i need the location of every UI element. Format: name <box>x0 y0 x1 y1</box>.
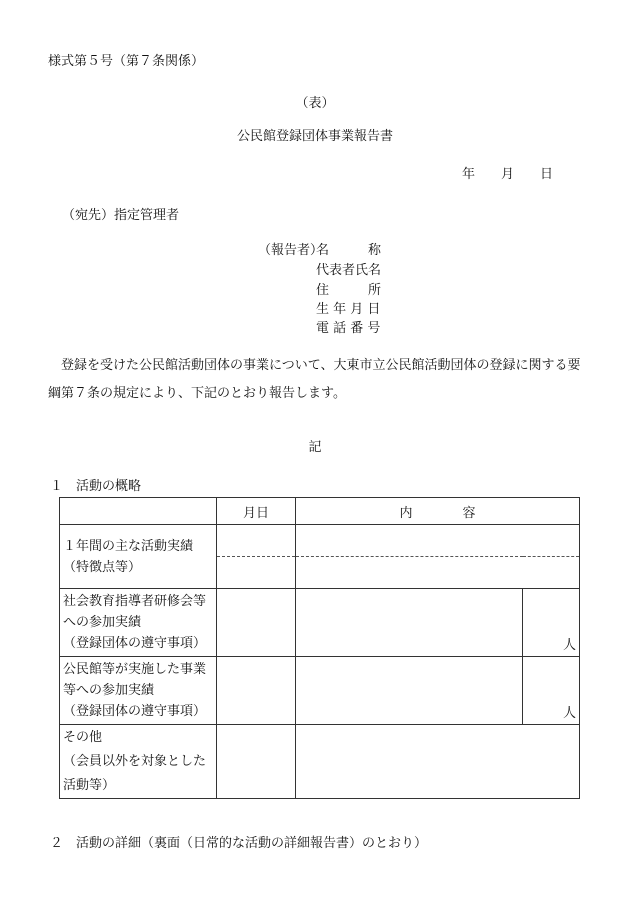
row-label-line: （特徴点等） <box>63 559 142 575</box>
content-cell[interactable] <box>296 525 580 557</box>
reporter-label: （報告者） <box>258 243 324 258</box>
row-label-annual-activities <box>60 525 217 589</box>
reporter-field-name: 名 称 <box>316 243 382 258</box>
row-label-line: 社会教育指導者研修会等 <box>63 594 207 609</box>
date-cell[interactable] <box>217 589 296 657</box>
row-label-line: １年間の主な活動実績 <box>63 538 194 554</box>
row-label-event-participation <box>60 657 217 725</box>
header-content <box>296 498 580 525</box>
date-day: 日 <box>540 167 554 182</box>
date-cell[interactable] <box>217 525 296 557</box>
section2-heading: ２ 活動の詳細（裏面（日常的な活動の詳細報告書）のとおり） <box>50 836 428 851</box>
date-cell[interactable] <box>217 557 296 589</box>
date-line <box>462 163 553 182</box>
unit-label: 人 <box>562 638 576 653</box>
table-row <box>60 589 580 657</box>
addressee: （宛先）指定管理者 <box>62 208 180 223</box>
reporter-field-representative: 代表者氏名 <box>316 263 382 278</box>
body-text: 登録を受けた公民館活動団体の事業について、大東市立公民館活動団体の登録に関する要綱第７条の規定により、下記のとおり報告します。 <box>48 358 581 401</box>
row-label-line: 等への参加実績 <box>63 683 155 698</box>
reporter-field-birthdate: 生 年 月 日 <box>316 302 381 317</box>
participant-count-cell[interactable] <box>523 657 580 725</box>
form-number: 様式第５号（第７条関係） <box>48 54 205 69</box>
reporter-field-phone: 電 話 番 号 <box>316 321 381 336</box>
side-label: （表） <box>295 96 335 111</box>
header-content-b: 容 <box>462 505 476 521</box>
row-label-line: （登録団体の遵守事項） <box>63 636 207 651</box>
row-label-line: （登録団体の遵守事項） <box>63 704 207 719</box>
reporter-field-address: 住 所 <box>316 283 382 298</box>
row-label-other <box>60 725 217 799</box>
ki-marker: 記 <box>308 440 322 455</box>
table-row <box>60 725 580 799</box>
row-label-line: 活動等） <box>63 777 116 793</box>
row-label-line: その他 <box>63 729 103 745</box>
table-row <box>60 657 580 725</box>
table-header-row <box>60 498 580 525</box>
header-date: 月日 <box>217 498 296 525</box>
content-cell[interactable] <box>296 589 523 657</box>
row-label-training-participation <box>60 589 217 657</box>
header-blank-cell <box>60 498 217 525</box>
activity-summary-table <box>59 497 580 799</box>
row-label-line: （会員以外を対象とした <box>63 753 207 769</box>
date-year: 年 <box>462 167 476 182</box>
date-cell[interactable] <box>217 657 296 725</box>
participant-count-cell[interactable] <box>523 589 580 657</box>
date-month: 月 <box>501 167 515 182</box>
section1-heading: １ 活動の概略 <box>50 479 142 494</box>
unit-label: 人 <box>562 706 576 721</box>
table-row <box>60 525 580 557</box>
row-label-line: 公民館等が実施した事業 <box>63 662 207 677</box>
content-cell[interactable] <box>296 657 523 725</box>
header-content-a: 内 <box>399 505 413 521</box>
content-cell[interactable] <box>296 725 580 799</box>
row-label-line: への参加実績 <box>63 615 142 630</box>
date-cell[interactable] <box>217 725 296 799</box>
content-cell[interactable] <box>296 557 580 589</box>
document-title: 公民館登録団体事業報告書 <box>236 129 393 144</box>
